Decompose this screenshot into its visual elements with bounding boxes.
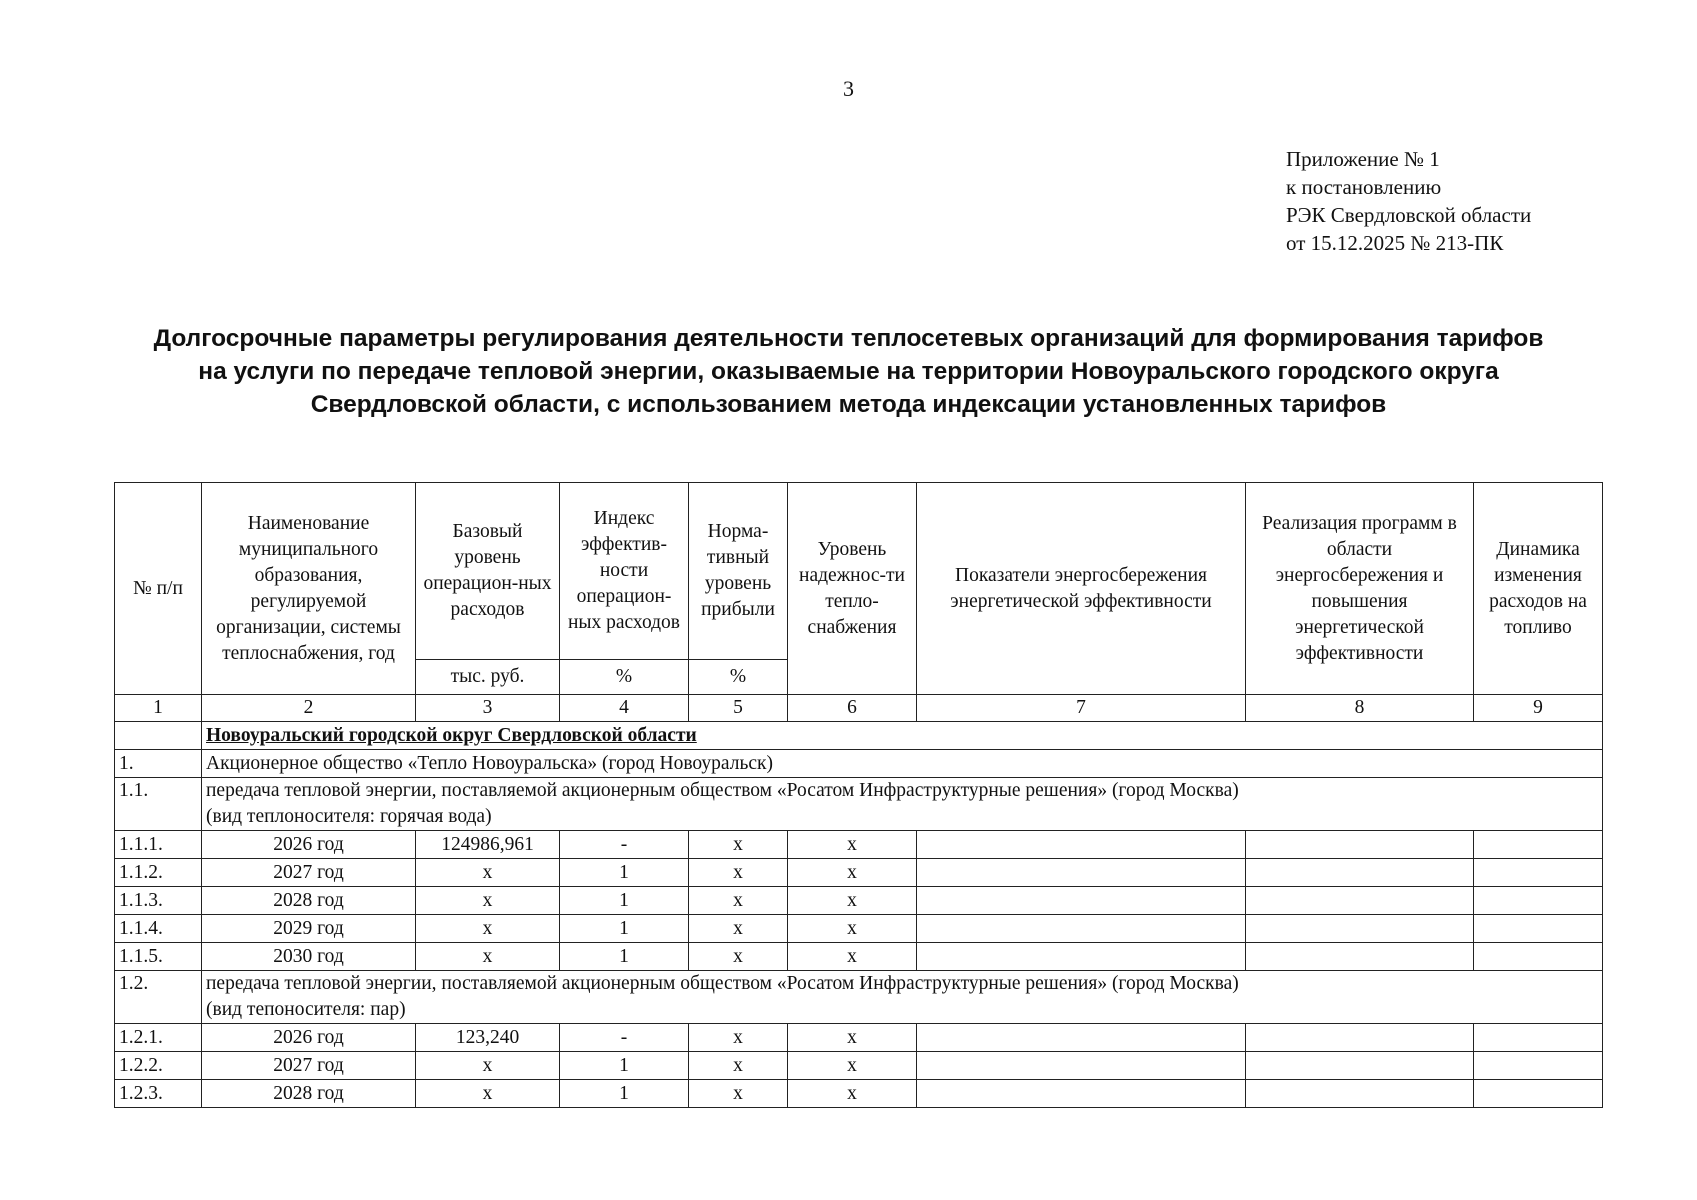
fuel-dynamics-cell (1474, 1024, 1603, 1052)
efficiency-index-cell: 1 (560, 1052, 689, 1080)
appendix-line: Приложение № 1 (1286, 147, 1440, 171)
programs-cell (1246, 887, 1474, 915)
service-num: 1.2. (115, 971, 202, 1024)
efficiency-index-cell: - (560, 831, 689, 859)
profit-level-cell: х (689, 1024, 788, 1052)
fuel-dynamics-cell (1474, 859, 1603, 887)
energy-saving-cell (917, 1024, 1246, 1052)
energy-saving-cell (917, 943, 1246, 971)
year-row (115, 859, 1603, 887)
region-cell (202, 722, 1603, 750)
title-line: Долгосрочные параметры регулирования деятельности теплосетевых организаций для формирования тарифов (153, 325, 1544, 352)
profit-level-cell: х (689, 831, 788, 859)
energy-saving-cell (917, 859, 1246, 887)
title-line: на услуги по передаче тепловой энергии, оказываемые на территории Новоуральского городского округа (198, 358, 1499, 385)
fuel-dynamics-cell (1474, 1080, 1603, 1108)
year-row (115, 943, 1603, 971)
base-opex-cell: 123,240 (416, 1024, 560, 1052)
profit-level-cell: х (689, 1080, 788, 1108)
row-num-cell: 1.2.1. (115, 1024, 202, 1052)
energy-saving-cell (917, 915, 1246, 943)
service-description-line: (вид теплоносителя: горячая вода) (206, 806, 492, 827)
service-description (202, 971, 1603, 1024)
column-number-cell: 8 (1246, 695, 1474, 722)
reliability-cell: х (788, 943, 917, 971)
base-opex-cell: х (416, 887, 560, 915)
energy-saving-cell (917, 831, 1246, 859)
year-cell: 2026 год (202, 1024, 416, 1052)
column-number-cell: 5 (689, 695, 788, 722)
column-number-cell: 6 (788, 695, 917, 722)
header-efficiency-index: Индекс эффектив-ности операцион-ных расходов (560, 483, 689, 660)
org-num: 1. (115, 750, 202, 778)
efficiency-index-cell: - (560, 1024, 689, 1052)
year-row (115, 887, 1603, 915)
programs-cell (1246, 915, 1474, 943)
header-fuel-dynamics: Динамика изменения расходов на топливо (1474, 483, 1603, 695)
reliability-cell: х (788, 915, 917, 943)
org-name: Акционерное общество «Тепло Новоуральска» (город Новоуральск) (202, 750, 1603, 778)
year-cell: 2027 год (202, 859, 416, 887)
programs-cell (1246, 1024, 1474, 1052)
column-number-cell: 7 (917, 695, 1246, 722)
column-numbers-row (115, 695, 1603, 722)
profit-level-cell: х (689, 915, 788, 943)
region-name: Новоуральский городской округ Свердловской области (206, 724, 697, 746)
row-num-cell: 1.2.2. (115, 1052, 202, 1080)
profit-level-cell: х (689, 859, 788, 887)
column-number-cell: 3 (416, 695, 560, 722)
efficiency-index-cell: 1 (560, 1080, 689, 1108)
document-title (60, 322, 1637, 421)
efficiency-index-cell: 1 (560, 943, 689, 971)
service-row (115, 778, 1603, 831)
efficiency-index-cell: 1 (560, 887, 689, 915)
header-name: Наименование муниципального образования, регулируемой организации, системы теплоснабжения, год (202, 483, 416, 695)
header-profit-level: Норма-тивный уровень прибыли (689, 483, 788, 660)
header-programs: Реализация программ в области энергосбережения и повышения энергетической эффективности (1246, 483, 1474, 695)
year-cell: 2026 год (202, 831, 416, 859)
reliability-cell: х (788, 831, 917, 859)
energy-saving-cell (917, 1080, 1246, 1108)
year-cell: 2029 год (202, 915, 416, 943)
year-cell: 2028 год (202, 887, 416, 915)
unit-base-opex: тыс. руб. (416, 660, 560, 695)
year-row (115, 1080, 1603, 1108)
base-opex-cell: х (416, 915, 560, 943)
header-reliability: Уровень надежнос-ти тепло-снабжения (788, 483, 917, 695)
page-number: 3 (843, 76, 854, 101)
reliability-cell: х (788, 859, 917, 887)
year-cell: 2027 год (202, 1052, 416, 1080)
base-opex-cell: х (416, 1052, 560, 1080)
appendix-line: РЭК Свердловской области (1286, 203, 1532, 227)
reliability-cell: х (788, 887, 917, 915)
parameters-table (114, 482, 1603, 1108)
row-num-cell: 1.2.3. (115, 1080, 202, 1108)
programs-cell (1246, 859, 1474, 887)
profit-level-cell: х (689, 1052, 788, 1080)
service-description (202, 778, 1603, 831)
service-row (115, 971, 1603, 1024)
efficiency-index-cell: 1 (560, 915, 689, 943)
year-cell: 2028 год (202, 1080, 416, 1108)
energy-saving-cell (917, 887, 1246, 915)
programs-cell (1246, 831, 1474, 859)
fuel-dynamics-cell (1474, 943, 1603, 971)
year-row (115, 1052, 1603, 1080)
appendix-line: к постановлению (1286, 175, 1442, 199)
appendix-line: от 15.12.2025 № 213-ПК (1286, 231, 1504, 255)
service-description-line: (вид тепоносителя: пар) (206, 999, 406, 1020)
base-opex-cell: х (416, 1080, 560, 1108)
header-num: № п/п (115, 483, 202, 695)
efficiency-index-cell: 1 (560, 859, 689, 887)
unit-efficiency-index: % (560, 660, 689, 695)
service-description-line: передача тепловой энергии, поставляемой акционерным обществом «Росатом Инфраструктурные решения» (город Москва) (206, 973, 1239, 994)
fuel-dynamics-cell (1474, 887, 1603, 915)
fuel-dynamics-cell (1474, 831, 1603, 859)
region-num-cell (115, 722, 202, 750)
service-num: 1.1. (115, 778, 202, 831)
profit-level-cell: х (689, 943, 788, 971)
base-opex-cell: х (416, 943, 560, 971)
year-cell: 2030 год (202, 943, 416, 971)
reliability-cell: х (788, 1024, 917, 1052)
header-energy-saving: Показатели энергосбережения энергетической эффективности (917, 483, 1246, 695)
programs-cell (1246, 1052, 1474, 1080)
row-num-cell: 1.1.3. (115, 887, 202, 915)
programs-cell (1246, 1080, 1474, 1108)
row-num-cell: 1.1.2. (115, 859, 202, 887)
header-base-opex: Базовый уровень операцион-ных расходов (416, 483, 560, 660)
column-number-cell: 4 (560, 695, 689, 722)
row-num-cell: 1.1.1. (115, 831, 202, 859)
base-opex-cell: х (416, 859, 560, 887)
reliability-cell: х (788, 1080, 917, 1108)
title-line: Свердловской области, с использованием метода индексации установленных тарифов (310, 391, 1387, 418)
unit-profit-level: % (689, 660, 788, 695)
fuel-dynamics-cell (1474, 1052, 1603, 1080)
row-num-cell: 1.1.5. (115, 943, 202, 971)
column-number-cell: 9 (1474, 695, 1603, 722)
column-number-cell: 1 (115, 695, 202, 722)
service-description-line: передача тепловой энергии, поставляемой акционерным обществом «Росатом Инфраструктурные решения» (город Москва) (206, 780, 1239, 801)
appendix-block (1286, 145, 1531, 257)
year-row (115, 1024, 1603, 1052)
profit-level-cell: х (689, 887, 788, 915)
programs-cell (1246, 943, 1474, 971)
reliability-cell: х (788, 1052, 917, 1080)
fuel-dynamics-cell (1474, 915, 1603, 943)
year-row (115, 915, 1603, 943)
base-opex-cell: 124986,961 (416, 831, 560, 859)
row-num-cell: 1.1.4. (115, 915, 202, 943)
year-row (115, 831, 1603, 859)
column-number-cell: 2 (202, 695, 416, 722)
energy-saving-cell (917, 1052, 1246, 1080)
